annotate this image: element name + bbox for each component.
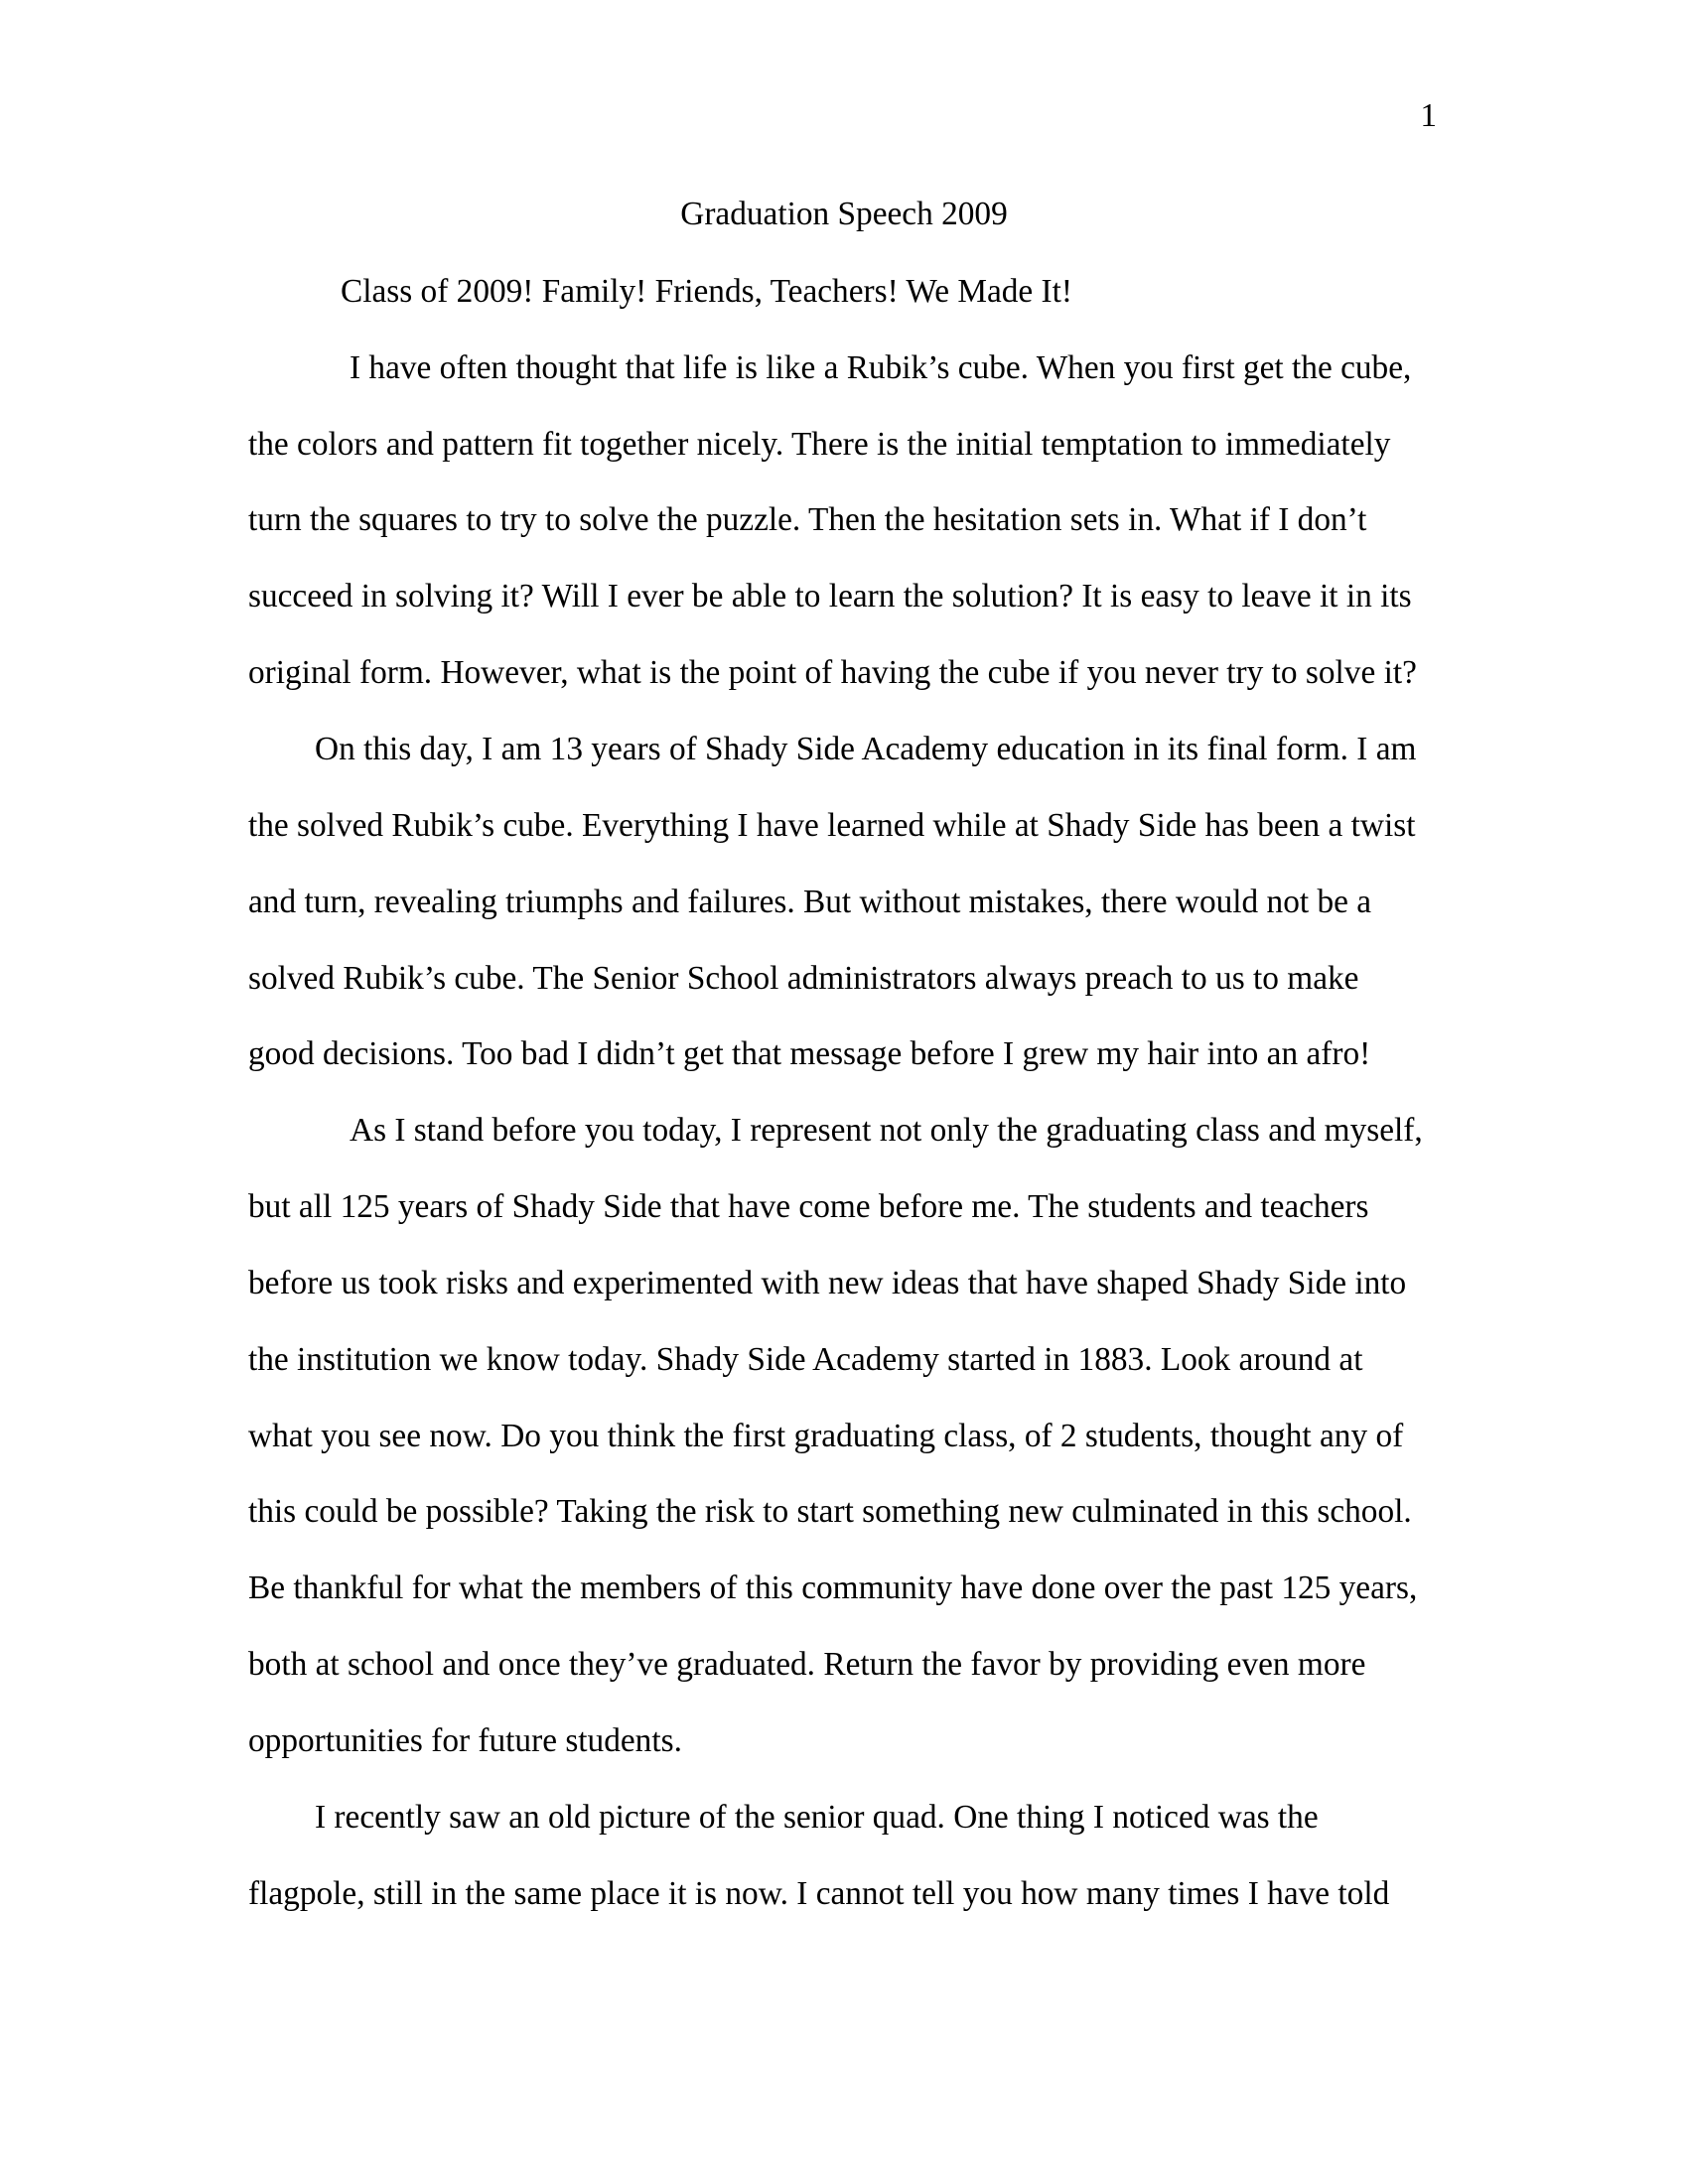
body-line: before us took risks and experimented with new ideas that have shaped Shady Side into	[248, 1264, 1407, 1301]
body-line: the solved Rubik’s cube. Everything I have learned while at Shady Side has been a twist	[248, 806, 1416, 844]
body-line: turn the squares to try to solve the puzzle. Then the hesitation sets in. What if I don’t	[248, 501, 1367, 539]
body-line: I have often thought that life is like a Rubik’s cube. When you first get the cube,	[350, 348, 1412, 386]
body-line: the institution we know today. Shady Side Academy started in 1883. Look around at	[248, 1340, 1363, 1378]
body-line: this could be possible? Taking the risk to start something new culminated in this school.	[248, 1493, 1412, 1531]
document-title: Graduation Speech 2009	[680, 196, 1008, 232]
body-line: I recently saw an old picture of the senior quad. One thing I noticed was the	[315, 1798, 1319, 1836]
body-line: succeed in solving it? Will I ever be able to learn the solution? It is easy to leave it in its	[248, 578, 1412, 615]
body-line: good decisions. Too bad I didn’t get that message before I grew my hair into an afro!	[248, 1035, 1371, 1073]
body-line: both at school and once they’ve graduated. Return the favor by providing even more	[248, 1646, 1366, 1684]
body-line: Class of 2009! Family! Friends, Teachers! We Made It!	[341, 272, 1072, 310]
body-line: As I stand before you today, I represent not only the graduating class and myself,	[350, 1112, 1423, 1150]
page-number: 1	[1420, 97, 1437, 134]
body-line: Be thankful for what the members of this community have done over the past 125 years,	[248, 1570, 1418, 1607]
body-line: solved Rubik’s cube. The Senior School administrators always preach to us to make	[248, 959, 1359, 997]
body-line: and turn, revealing triumphs and failures. But without mistakes, there would not be a	[248, 883, 1372, 920]
body-line: but all 125 years of Shady Side that have come before me. The students and teachers	[248, 1188, 1369, 1226]
body-line: the colors and pattern fit together nicely. There is the initial temptation to immediately	[248, 425, 1391, 463]
body-line: original form. However, what is the point of having the cube if you never try to solve it?	[248, 654, 1417, 692]
body-line: On this day, I am 13 years of Shady Side Academy education in its final form. I am	[315, 730, 1417, 767]
body-line: what you see now. Do you think the first graduating class, of 2 students, thought any of	[248, 1417, 1404, 1454]
body-line: opportunities for future students.	[248, 1722, 682, 1759]
body-line: flagpole, still in the same place it is now. I cannot tell you how many times I have told	[248, 1874, 1390, 1912]
